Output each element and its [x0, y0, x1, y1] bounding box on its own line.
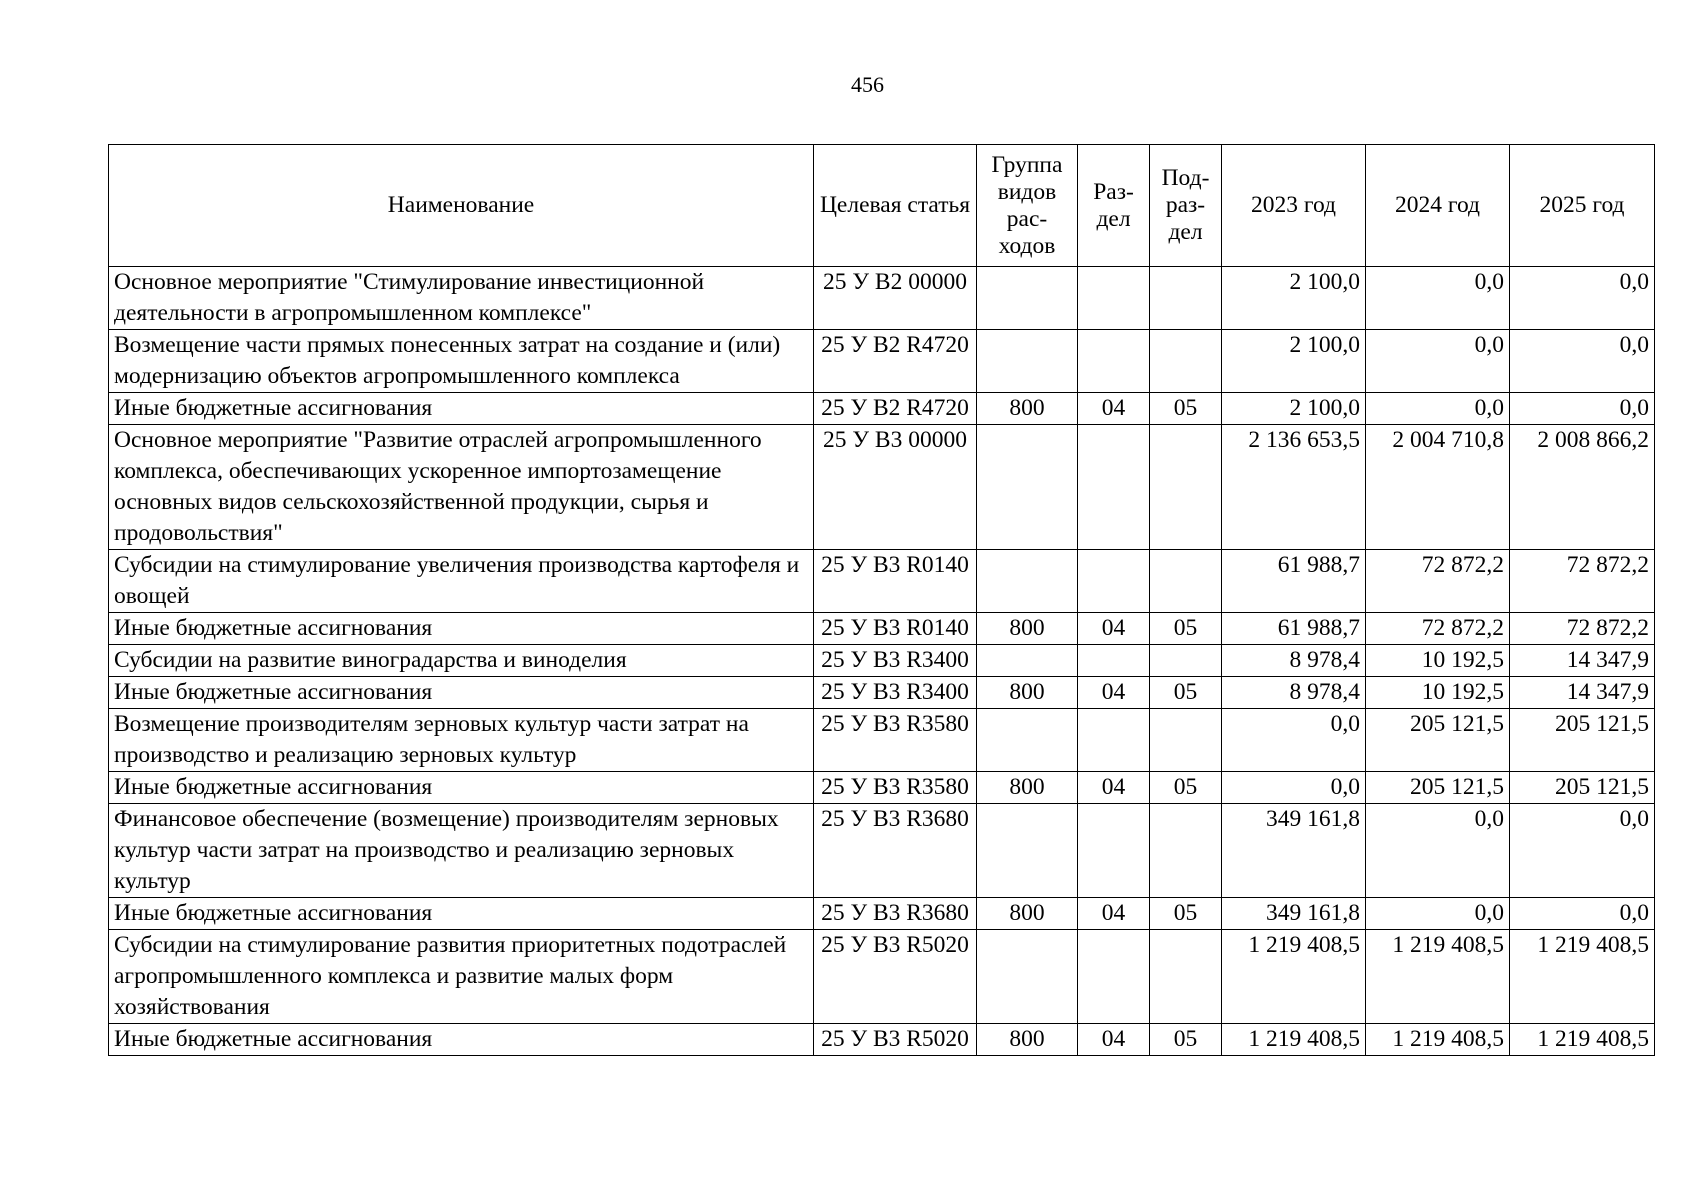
cell-year-2025: 0,0	[1510, 330, 1655, 393]
table-row	[109, 772, 1655, 804]
cell-expense-group	[977, 930, 1078, 1024]
cell-target-article: 25 У В2 R4720	[814, 393, 977, 425]
cell-section: 04	[1078, 613, 1150, 645]
cell-year-2023: 8 978,4	[1222, 645, 1366, 677]
table-row	[109, 330, 1655, 393]
cell-target-article: 25 У В3 R5020	[814, 930, 977, 1024]
cell-year-2025: 72 872,2	[1510, 550, 1655, 613]
table-row	[109, 267, 1655, 330]
cell-name: Возмещение части прямых понесенных затрат на создание и (или) модернизацию объектов агропромышленного комплекса	[109, 330, 814, 393]
table-row	[109, 898, 1655, 930]
header-subsection: Под-раз-дел	[1150, 145, 1222, 267]
cell-expense-group: 800	[977, 393, 1078, 425]
header-year-2023: 2023 год	[1222, 145, 1366, 267]
cell-target-article: 25 У В3 R0140	[814, 550, 977, 613]
cell-subsection: 05	[1150, 772, 1222, 804]
cell-subsection: 05	[1150, 613, 1222, 645]
table-row	[109, 645, 1655, 677]
cell-expense-group: 800	[977, 1024, 1078, 1056]
cell-section	[1078, 804, 1150, 898]
table-body	[109, 267, 1655, 1056]
cell-year-2025: 0,0	[1510, 804, 1655, 898]
cell-year-2023: 349 161,8	[1222, 898, 1366, 930]
header-target-article: Целевая статья	[814, 145, 977, 267]
table-row	[109, 1024, 1655, 1056]
cell-year-2024: 1 219 408,5	[1366, 930, 1510, 1024]
cell-subsection	[1150, 267, 1222, 330]
cell-section	[1078, 425, 1150, 550]
cell-name: Возмещение производителям зерновых культур части затрат на производство и реализацию зерновых культур	[109, 709, 814, 772]
header-expense-group: Группа видов рас-ходов	[977, 145, 1078, 267]
cell-subsection	[1150, 425, 1222, 550]
cell-year-2023: 1 219 408,5	[1222, 930, 1366, 1024]
table-row	[109, 393, 1655, 425]
cell-year-2023: 0,0	[1222, 772, 1366, 804]
table-row	[109, 709, 1655, 772]
header-year-2024: 2024 год	[1366, 145, 1510, 267]
cell-section	[1078, 330, 1150, 393]
header-name: Наименование	[109, 145, 814, 267]
table-row	[109, 425, 1655, 550]
cell-year-2024: 2 004 710,8	[1366, 425, 1510, 550]
cell-subsection	[1150, 804, 1222, 898]
cell-year-2024: 0,0	[1366, 898, 1510, 930]
cell-name: Иные бюджетные ассигнования	[109, 1024, 814, 1056]
cell-subsection	[1150, 550, 1222, 613]
cell-expense-group	[977, 645, 1078, 677]
cell-year-2025: 14 347,9	[1510, 645, 1655, 677]
cell-year-2024: 10 192,5	[1366, 677, 1510, 709]
budget-table	[108, 144, 1655, 1056]
cell-year-2025: 1 219 408,5	[1510, 930, 1655, 1024]
cell-target-article: 25 У В3 R3680	[814, 804, 977, 898]
cell-expense-group: 800	[977, 898, 1078, 930]
cell-year-2024: 72 872,2	[1366, 550, 1510, 613]
cell-year-2025: 1 219 408,5	[1510, 1024, 1655, 1056]
cell-subsection	[1150, 645, 1222, 677]
cell-year-2023: 349 161,8	[1222, 804, 1366, 898]
cell-subsection: 05	[1150, 677, 1222, 709]
cell-subsection	[1150, 330, 1222, 393]
cell-section	[1078, 645, 1150, 677]
cell-section: 04	[1078, 898, 1150, 930]
cell-year-2024: 205 121,5	[1366, 772, 1510, 804]
cell-section	[1078, 550, 1150, 613]
cell-target-article: 25 У В3 R5020	[814, 1024, 977, 1056]
cell-year-2024: 0,0	[1366, 267, 1510, 330]
cell-section: 04	[1078, 772, 1150, 804]
cell-subsection	[1150, 930, 1222, 1024]
cell-year-2024: 72 872,2	[1366, 613, 1510, 645]
cell-subsection: 05	[1150, 898, 1222, 930]
table-row	[109, 677, 1655, 709]
cell-name: Иные бюджетные ассигнования	[109, 393, 814, 425]
cell-year-2023: 8 978,4	[1222, 677, 1366, 709]
cell-section	[1078, 930, 1150, 1024]
cell-target-article: 25 У В3 R3680	[814, 898, 977, 930]
cell-name: Основное мероприятие "Развитие отраслей агропромышленного комплекса, обеспечивающих ускоренное импортозамещение основных видов сельскохозяйственной продукции, сырья и продовольствия"	[109, 425, 814, 550]
cell-expense-group: 800	[977, 772, 1078, 804]
cell-section: 04	[1078, 393, 1150, 425]
cell-year-2023: 2 100,0	[1222, 393, 1366, 425]
cell-section	[1078, 709, 1150, 772]
cell-target-article: 25 У В3 R3580	[814, 772, 977, 804]
table-row	[109, 804, 1655, 898]
table-header-row	[109, 145, 1655, 267]
cell-year-2025: 2 008 866,2	[1510, 425, 1655, 550]
cell-year-2025: 205 121,5	[1510, 709, 1655, 772]
table-row	[109, 550, 1655, 613]
cell-year-2024: 0,0	[1366, 393, 1510, 425]
cell-section: 04	[1078, 1024, 1150, 1056]
cell-year-2025: 72 872,2	[1510, 613, 1655, 645]
cell-expense-group	[977, 709, 1078, 772]
cell-year-2023: 2 136 653,5	[1222, 425, 1366, 550]
cell-target-article: 25 У В3 00000	[814, 425, 977, 550]
cell-year-2023: 2 100,0	[1222, 330, 1366, 393]
cell-year-2024: 10 192,5	[1366, 645, 1510, 677]
cell-year-2025: 14 347,9	[1510, 677, 1655, 709]
cell-subsection	[1150, 709, 1222, 772]
cell-year-2025: 0,0	[1510, 898, 1655, 930]
cell-target-article: 25 У В2 00000	[814, 267, 977, 330]
cell-target-article: 25 У В3 R3580	[814, 709, 977, 772]
cell-year-2024: 1 219 408,5	[1366, 1024, 1510, 1056]
cell-section: 04	[1078, 677, 1150, 709]
header-year-2025: 2025 год	[1510, 145, 1655, 267]
cell-year-2024: 0,0	[1366, 804, 1510, 898]
cell-subsection: 05	[1150, 1024, 1222, 1056]
cell-expense-group	[977, 550, 1078, 613]
cell-year-2023: 61 988,7	[1222, 613, 1366, 645]
cell-section	[1078, 267, 1150, 330]
cell-name: Иные бюджетные ассигнования	[109, 898, 814, 930]
cell-year-2023: 61 988,7	[1222, 550, 1366, 613]
cell-year-2025: 0,0	[1510, 267, 1655, 330]
cell-year-2023: 1 219 408,5	[1222, 1024, 1366, 1056]
page-number: 456	[851, 72, 884, 97]
table-row	[109, 930, 1655, 1024]
cell-expense-group	[977, 267, 1078, 330]
cell-expense-group	[977, 425, 1078, 550]
cell-target-article: 25 У В2 R4720	[814, 330, 977, 393]
cell-expense-group	[977, 804, 1078, 898]
cell-target-article: 25 У В3 R3400	[814, 645, 977, 677]
cell-name: Основное мероприятие "Стимулирование инвестиционной деятельности в агропромышленном комплексе"	[109, 267, 814, 330]
cell-name: Финансовое обеспечение (возмещение) производителям зерновых культур части затрат на производство и реализацию зерновых культур	[109, 804, 814, 898]
cell-year-2025: 0,0	[1510, 393, 1655, 425]
cell-name: Иные бюджетные ассигнования	[109, 772, 814, 804]
cell-target-article: 25 У В3 R3400	[814, 677, 977, 709]
cell-year-2023: 0,0	[1222, 709, 1366, 772]
cell-subsection: 05	[1150, 393, 1222, 425]
cell-year-2024: 205 121,5	[1366, 709, 1510, 772]
cell-year-2023: 2 100,0	[1222, 267, 1366, 330]
cell-year-2025: 205 121,5	[1510, 772, 1655, 804]
cell-name: Иные бюджетные ассигнования	[109, 677, 814, 709]
cell-expense-group: 800	[977, 613, 1078, 645]
cell-name: Субсидии на стимулирование увеличения производства картофеля и овощей	[109, 550, 814, 613]
header-section: Раз-дел	[1078, 145, 1150, 267]
cell-name: Иные бюджетные ассигнования	[109, 613, 814, 645]
table-row	[109, 613, 1655, 645]
cell-expense-group	[977, 330, 1078, 393]
cell-target-article: 25 У В3 R0140	[814, 613, 977, 645]
cell-name: Субсидии на стимулирование развития приоритетных подотраслей агропромышленного комплекса и развитие малых форм хозяйствования	[109, 930, 814, 1024]
cell-year-2024: 0,0	[1366, 330, 1510, 393]
cell-expense-group: 800	[977, 677, 1078, 709]
cell-name: Субсидии на развитие виноградарства и виноделия	[109, 645, 814, 677]
